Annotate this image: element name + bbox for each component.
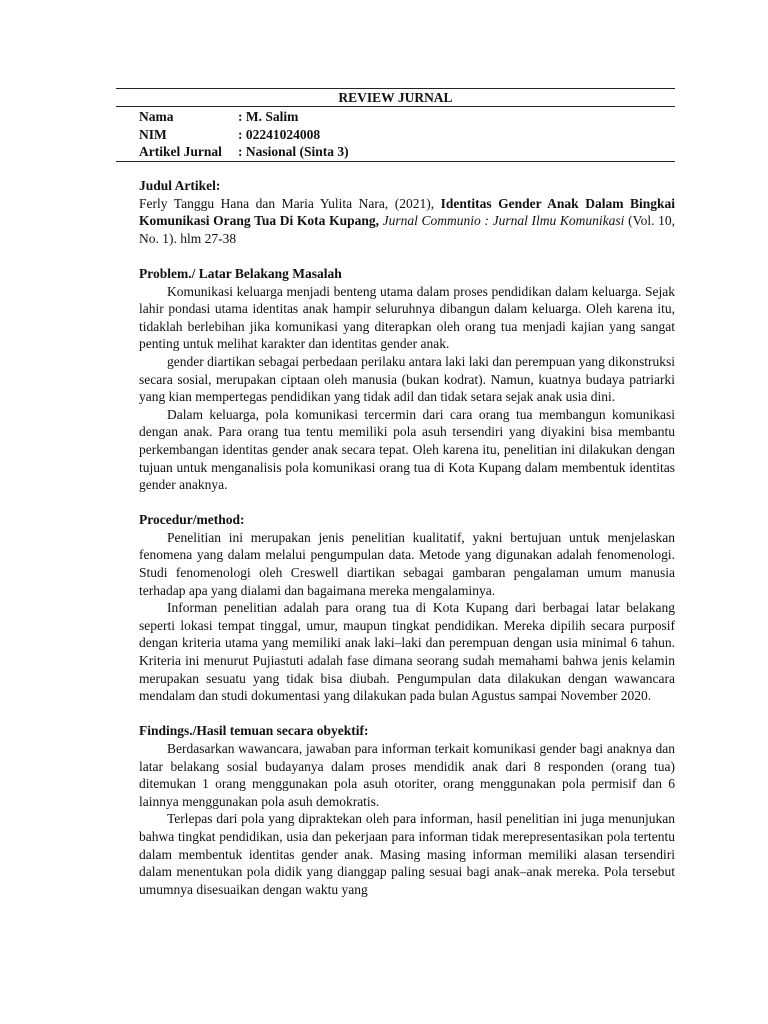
info-rule	[116, 161, 675, 162]
paragraph: gender diartikan sebagai perbedaan perilaku antara laki laki dan perempuan yang dikonstruksi secara sosial, merupakan ciptaan oleh manusia (bukan kodrat). Namun, kuatnya budaya patriarki yang kian mempertegas pendidikan yang tidak adil dan tidak setara sejak anak usia dini.	[139, 353, 675, 405]
section-method	[139, 511, 675, 705]
student-info	[139, 108, 349, 161]
info-value: : 02241024008	[238, 126, 321, 142]
info-label: Artikel Jurnal	[139, 144, 222, 159]
paragraph: Terlepas dari pola yang dipraktekan oleh para informan, hasil penelitian ini juga menunjukan bahwa tingkat pendidikan, usia dan pekerjaan para informan tidak merepresentasikan pola tertentu dalam membentuk identitas gender anak. Masing masing informan memiliki alasan tersendiri dalam menentukan pola didik yang dianggap paling sesuai bagi anak–anak mereka. Pola tersebut umumnya disesuaikan dengan waktu yang	[139, 811, 675, 897]
paragraph: Penelitian ini merupakan jenis penelitian kualitatif, yakni bertujuan untuk menjelaskan fenomena yang dalam melalui pengumpulan data. Metode yang digunakan adalah fenomenologi. Studi fenomenologi oleh Creswell diartikan sebagai gambaran pengalaman umum manusia terhadap apa yang dialami dan bagaimana mereka mengalaminya.	[139, 529, 675, 598]
info-label: NIM	[139, 126, 167, 142]
title-rule	[116, 106, 675, 107]
info-row-nama	[139, 108, 349, 126]
info-value: : Nasional (Sinta 3)	[238, 144, 349, 159]
info-row-nim	[139, 126, 349, 144]
article-heading: Judul Artikel:	[139, 178, 221, 193]
section-heading: Findings./Hasil temuan secara obyektif:	[139, 723, 369, 739]
info-row-artikel	[139, 143, 349, 161]
article-reference	[139, 177, 675, 247]
article-authors: Ferly Tanggu Hana dan Maria Yulita Nara, (2021),	[139, 195, 441, 211]
section-heading: Problem./ Latar Belakang Masalah	[139, 265, 342, 281]
paragraph: Berdasarkan wawancara, jawaban para informan terkait komunikasi gender bagi anaknya dan latar belakang sosial budayanya dalam proses mendidik anak dari 8 responden (orang tua) ditemukan 1 orang menggunakan pola asuh otoriter, orang menggunakan pola permisif dan 6 lainnya menggunakan pola asuh demokratis.	[139, 741, 675, 809]
document-title: REVIEW JURNAL	[338, 90, 453, 105]
article-citation	[139, 195, 675, 248]
journal-volume: (Vol. 10, No. 1). hlm 27-38	[139, 213, 675, 246]
document-body	[139, 177, 675, 898]
journal-name: Jurnal Communio : Jurnal Ilmu Komunikasi	[378, 213, 625, 229]
paragraph: Dalam keluarga, pola komunikasi tercermin dari cara orang tua membangun komunikasi dengan anak. Para orang tua tentu memiliki pola asuh tersendiri yang diyakini bisa membantu perkembangan identitas gender anak secara tepat. Oleh karena itu, penelitian ini dilakukan dengan tujuan untuk menganalisis pola komunikasi orang tua di Kota Kupang dalam membentuk identitas gender anaknya.	[139, 406, 675, 493]
section-findings	[139, 722, 675, 898]
paragraph: Komunikasi keluarga menjadi benteng utama dalam proses pendidikan dalam keluarga. Sejak lahir pondasi utama identitas anak hampir seluruhnya dibangun dalam keluarga. Oleh karena itu, tidaklah berlebihan jika komunikasi yang diterapkan oleh orang tua menjadi kajian yang sangat penting untuk melihat karakter dan identitas gender anak.	[139, 283, 675, 352]
info-label: Nama	[139, 109, 174, 124]
paragraph: Informan penelitian adalah para orang tua di Kota Kupang dari berbagai latar belakang seperti lokasi tempat tinggal, umur, maupun tingkat pendidikan. Mereka dipilih secara purposif dengan kriteria utama yang memiliki anak laki–laki dan perempuan dengan usia minimal 6 tahun. Kriteria ini menurut Pujiastuti adalah fase dimana seorang sudah memahami bahwa jenis kelamin merupakan sesuatu yang tidak bisa diubah. Pengumpulan data dilakukan dengan wawancara mendalam dan studi dokumentasi yang dilakukan pada bulan Agustus sampai November 2020.	[139, 600, 675, 704]
section-heading: Procedur/method:	[139, 512, 245, 528]
info-value: : M. Salim	[238, 109, 299, 124]
article-title: Identitas Gender Anak Dalam Bingkai Komunikasi Orang Tua Di Kota Kupang,	[139, 195, 675, 229]
section-problem	[139, 265, 675, 494]
